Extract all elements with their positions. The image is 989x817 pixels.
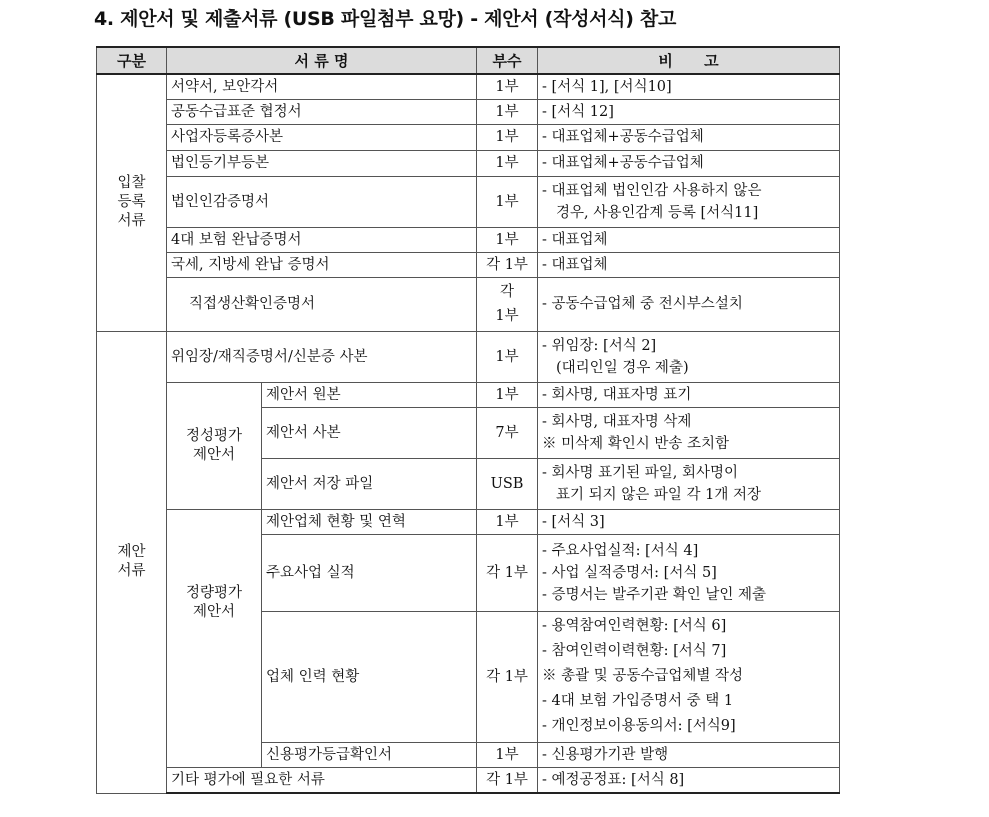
remark-line: ※ 미삭제 확인시 반송 조치함 xyxy=(542,435,730,452)
copies-cell: 7부 xyxy=(477,407,538,458)
documents-table xyxy=(96,46,840,794)
remark-line: - [서식 1], [서식10] xyxy=(542,78,672,95)
remarks-cell xyxy=(538,767,840,793)
copies-cell: 1부 xyxy=(477,74,538,99)
copies-cell: 각 1부 xyxy=(477,611,538,742)
category-label: 제안 xyxy=(117,544,146,560)
category-bid-registration xyxy=(97,74,167,331)
remarks-cell xyxy=(538,534,840,611)
remarks-cell xyxy=(538,176,840,227)
copies-line: 1부 xyxy=(495,308,519,324)
remark-line: - 회사명 표기된 파일, 회사명이 xyxy=(542,464,739,481)
copies-cell: 각 1부 xyxy=(477,252,538,277)
table-row xyxy=(97,176,840,227)
remark-line: - 회사명, 대표자명 표기 xyxy=(542,386,692,403)
category-label: 등록 xyxy=(117,194,146,211)
document-name: 주요사업 실적 xyxy=(262,534,477,611)
subcategory-label: 제안서 xyxy=(192,604,236,620)
document-name: 국세, 지방세 완납 증명서 xyxy=(167,252,477,277)
table-row xyxy=(97,99,840,124)
document-name: 제안서 원본 xyxy=(262,382,477,407)
remarks-cell xyxy=(538,150,840,176)
copies-cell: 1부 xyxy=(477,382,538,407)
copies-cell: 1부 xyxy=(477,124,538,150)
category-label: 서류 xyxy=(117,563,146,579)
subcategory-label: 정량평가 xyxy=(185,585,243,601)
table-row xyxy=(97,150,840,176)
subcategory-label: 제안서 xyxy=(192,446,236,463)
subcategory-quantitative xyxy=(167,509,262,767)
remarks-cell xyxy=(538,407,840,458)
page-title: 4. 제안서 및 제출서류 (USB 파일첨부 요망) - 제안서 (작성서식) 참고 xyxy=(94,8,677,30)
document-name: 서약서, 보안각서 xyxy=(167,74,477,99)
subcategory-label: 정성평가 xyxy=(185,427,243,444)
document-name: 업체 인력 현황 xyxy=(262,611,477,742)
copies-cell: USB xyxy=(477,458,538,509)
header-category: 구분 xyxy=(97,47,167,74)
copies-cell: 1부 xyxy=(477,331,538,382)
remark-line: - 신용평가기관 발행 xyxy=(542,746,669,763)
copies-cell: 각 1부 xyxy=(477,767,538,793)
copies-cell: 1부 xyxy=(477,742,538,767)
table-row xyxy=(97,252,840,277)
header-remarks: 비 고 xyxy=(538,47,840,74)
copies-cell: 각 1부 xyxy=(477,534,538,611)
remarks-cell xyxy=(538,99,840,124)
remarks-cell xyxy=(538,331,840,382)
document-name: 기타 평가에 필요한 서류 xyxy=(167,767,477,793)
remarks-cell xyxy=(538,277,840,331)
table-row xyxy=(97,227,840,252)
table-header-row xyxy=(97,47,840,74)
table-row xyxy=(97,382,840,407)
category-label: 입찰 xyxy=(117,175,146,192)
remarks-cell xyxy=(538,74,840,99)
remark-line: ※ 총괄 및 공동수급업체별 작성 xyxy=(542,668,744,684)
remark-line: 표기 되지 않은 파일 각 1개 저장 xyxy=(556,486,761,503)
remarks-cell xyxy=(538,227,840,252)
copies-cell xyxy=(477,277,538,331)
category-proposal xyxy=(97,331,167,793)
remark-line: - 대표업체 xyxy=(542,256,608,273)
document-name: 법인등기부등본 xyxy=(167,150,477,176)
remark-line: - 증명서는 발주기관 확인 날인 제출 xyxy=(542,586,767,603)
header-documents: 서 류 명 xyxy=(167,47,477,74)
remark-line: - 대표업체 xyxy=(542,231,608,248)
header-copies: 부수 xyxy=(477,47,538,74)
document-name: 사업자등록증사본 xyxy=(167,124,477,150)
remark-line: - [서식 3] xyxy=(542,513,605,530)
remark-line: - 회사명, 대표자명 삭제 xyxy=(542,413,692,430)
document-name: 제안업체 현황 및 연혁 xyxy=(262,509,477,534)
remarks-cell xyxy=(538,509,840,534)
remarks-cell xyxy=(538,611,840,742)
remark-line: - 공동수급업체 중 전시부스설치 xyxy=(542,296,743,312)
document-name: 법인인감증명서 xyxy=(167,176,477,227)
remark-line: - 용역참여인력현황: [서식 6] xyxy=(542,618,727,634)
table-row xyxy=(97,331,840,382)
remark-line: - 예정공정표: [서식 8] xyxy=(542,771,685,788)
remark-line: - [서식 12] xyxy=(542,103,614,120)
remarks-cell xyxy=(538,124,840,150)
remark-line: - 개인정보이용동의서: [서식9] xyxy=(542,718,736,734)
copies-cell: 1부 xyxy=(477,99,538,124)
category-label: 서류 xyxy=(117,213,146,230)
remark-line: - 4대 보험 가입증명서 중 택 1 xyxy=(542,693,734,709)
table-row xyxy=(97,74,840,99)
remark-line: - 대표업체+공동수급업체 xyxy=(542,155,704,171)
remark-line: - 대표업체+공동수급업체 xyxy=(542,129,704,145)
remark-line: - 사업 실적증명서: [서식 5] xyxy=(542,564,717,581)
table-row xyxy=(97,509,840,534)
copies-line: 각 xyxy=(500,284,515,300)
remark-line: - 참여인력이력현황: [서식 7] xyxy=(542,643,727,659)
table-row xyxy=(97,767,840,793)
document-name: 제안서 저장 파일 xyxy=(262,458,477,509)
copies-cell: 1부 xyxy=(477,509,538,534)
document-name: 제안서 사본 xyxy=(262,407,477,458)
document-name: 4대 보험 완납증명서 xyxy=(167,227,477,252)
remark-line: (대리인일 경우 제출) xyxy=(556,359,689,376)
remarks-cell xyxy=(538,252,840,277)
document-name: 신용평가등급확인서 xyxy=(262,742,477,767)
copies-cell: 1부 xyxy=(477,176,538,227)
document-name: 공동수급표준 협정서 xyxy=(167,99,477,124)
document-name: 위임장/재직증명서/신분증 사본 xyxy=(167,331,477,382)
remark-line: 경우, 사용인감계 등록 [서식11] xyxy=(556,204,759,221)
copies-cell: 1부 xyxy=(477,227,538,252)
remarks-cell xyxy=(538,742,840,767)
table-row xyxy=(97,124,840,150)
remarks-cell xyxy=(538,382,840,407)
table-row xyxy=(97,277,840,331)
remarks-cell xyxy=(538,458,840,509)
copies-cell: 1부 xyxy=(477,150,538,176)
subcategory-qualitative xyxy=(167,382,262,509)
document-name: 직접생산확인증명서 xyxy=(167,277,477,331)
remark-line: - 위임장: [서식 2] xyxy=(542,337,657,354)
remark-line: - 주요사업실적: [서식 4] xyxy=(542,542,699,559)
remark-line: - 대표업체 법인인감 사용하지 않은 xyxy=(542,182,762,199)
